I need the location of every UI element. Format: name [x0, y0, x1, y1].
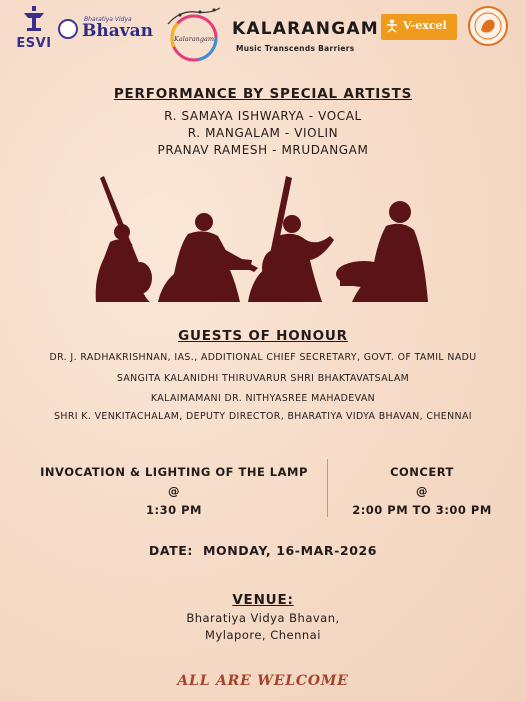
invocation-block	[20, 463, 328, 520]
all-are-welcome: ALL ARE WELCOME	[177, 673, 349, 689]
schedule-divider	[327, 459, 328, 517]
kalarangam-title: KALARANGAM	[232, 19, 379, 39]
concert-at: @	[416, 484, 428, 498]
dancer-icon	[385, 19, 399, 33]
esvi-label: ESVI	[16, 36, 52, 51]
performance-title: PERFORMANCE BY SPECIAL ARTISTS	[113, 86, 413, 102]
artist-line: R. SAMAYA ISHWARYA - VOCAL	[164, 109, 362, 123]
guest-line: SANGITA KALANIDHI THIRUVARUR SHRI BHAKTAVATSALAM	[116, 373, 410, 384]
event-date: DATE: MONDAY, 16-MAR-2026	[148, 543, 378, 558]
violin-player-figure	[158, 213, 258, 302]
mridangam-player-figure	[336, 201, 428, 302]
concert-block	[334, 463, 510, 520]
kalarangam-tagline: Music Transcends Barriers	[236, 44, 355, 53]
rotary-emblem	[468, 6, 508, 46]
guest-line: DR. J. RADHAKRISHNAN, IAS., ADDITIONAL CHIEF SECRETARY, GOVT. OF TAMIL NADU	[49, 352, 477, 363]
guest-line: SHRI K. VENKITACHALAM, DEPUTY DIRECTOR, BHARATIYA VIDYA BHAVAN, CHENNAI	[54, 411, 472, 422]
concert-title: CONCERT	[390, 465, 454, 479]
lamp-icon	[20, 6, 48, 32]
venue-line: Mylapore, Chennai	[205, 628, 321, 642]
artist-line: PRANAV RAMESH - MRUDANGAM	[157, 143, 369, 157]
kalarangam-emblem	[160, 6, 226, 62]
concert-time: 2:00 PM TO 3:00 PM	[352, 503, 492, 517]
invocation-at: @	[168, 484, 180, 498]
esvi-logo	[14, 6, 54, 51]
vexcel-logo	[381, 14, 457, 40]
artist-line: R. MANGALAM - VIOLIN	[187, 126, 339, 140]
invocation-title: INVOCATION & LIGHTING OF THE LAMP	[40, 465, 308, 479]
bvb-seal-icon	[58, 19, 78, 39]
bvb-main-label: Bhavan	[82, 21, 153, 41]
guest-line: KALAIMAMANI DR. NITHYASREE MAHADEVAN	[150, 393, 376, 404]
venue-line: Bharatiya Vidya Bhavan,	[186, 611, 340, 625]
bvb-sub-label: Bharatiya Vidya	[84, 16, 132, 23]
invocation-time: 1:30 PM	[146, 503, 202, 517]
kalarangam-circle-label: Kalarangam	[173, 35, 215, 43]
guests-title: GUESTS OF HONOUR	[178, 328, 348, 344]
venue-title: VENUE:	[232, 592, 294, 608]
bharatiya-vidya-bhavan-logo	[58, 16, 154, 44]
musicians-silhouette	[90, 174, 436, 308]
vexcel-label: V-excel	[403, 19, 447, 32]
tanpura-player-figure	[96, 176, 152, 302]
vocalist-figure	[248, 176, 334, 302]
bird-icon	[470, 8, 506, 44]
